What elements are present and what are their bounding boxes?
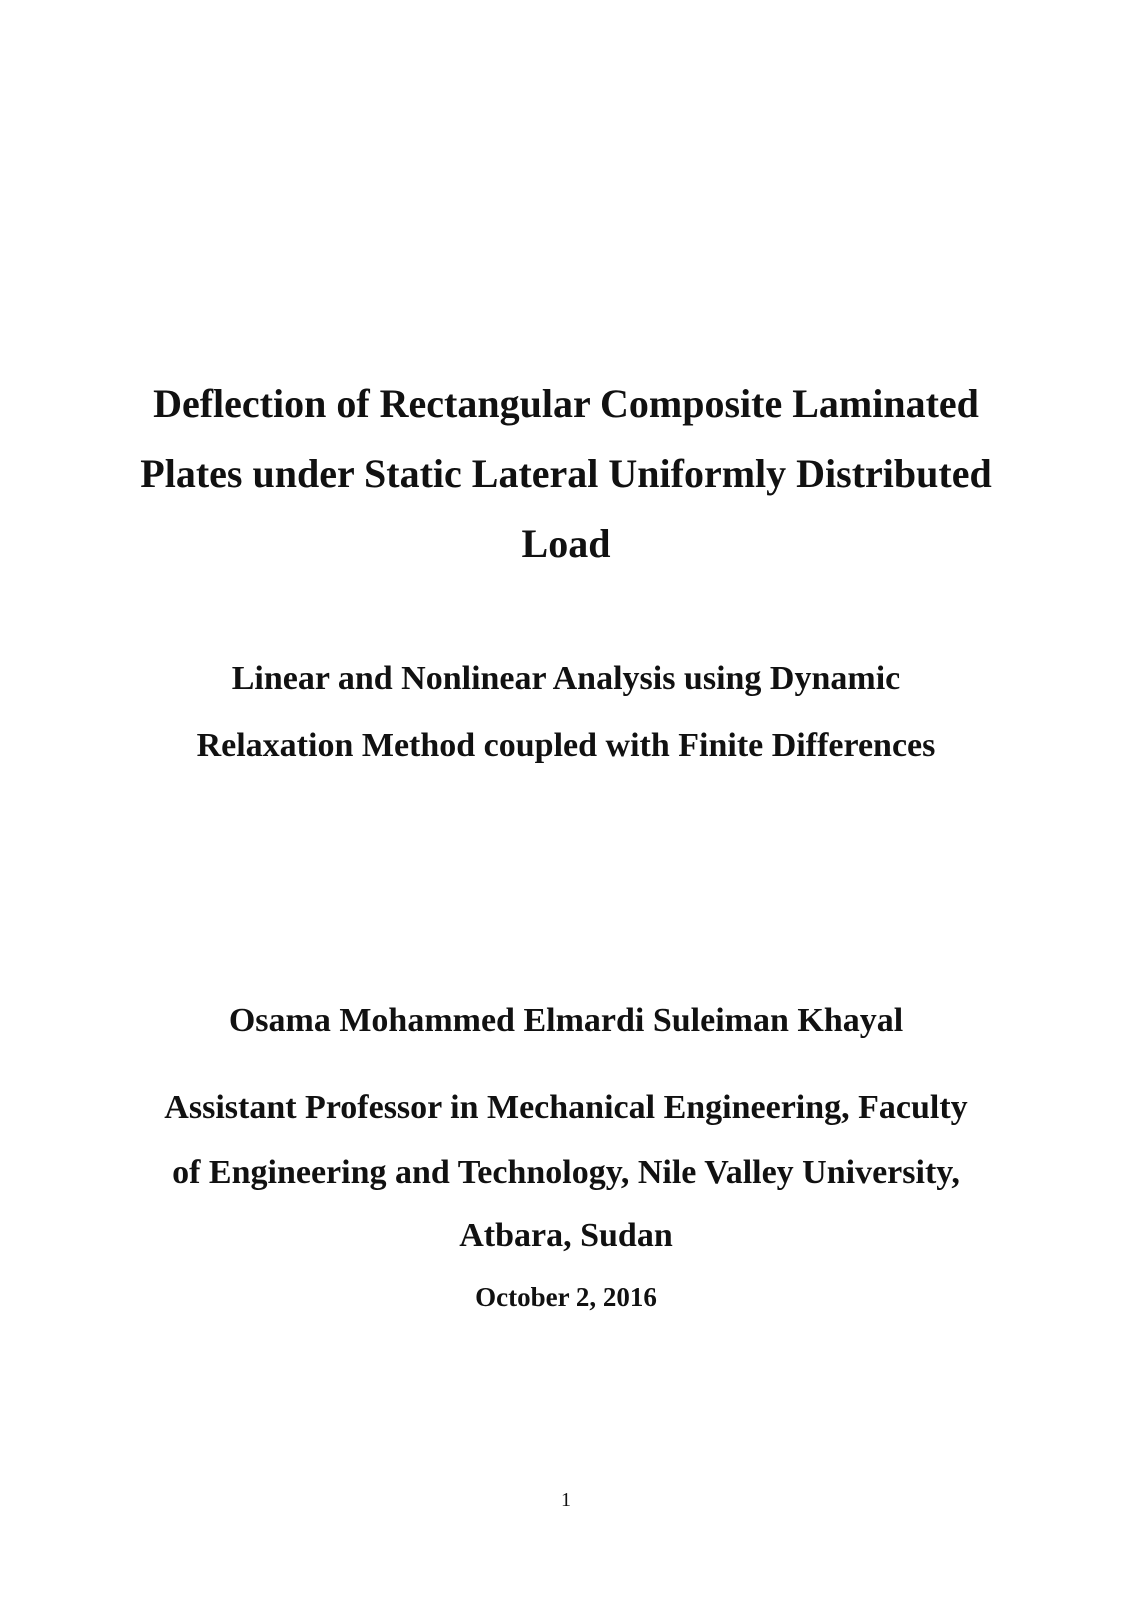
- page-number: 1: [561, 1489, 571, 1511]
- title-line-2: Plates under Static Lateral Uniformly Distributed: [140, 451, 992, 496]
- affiliation-line-1: Assistant Professor in Mechanical Engineering, Faculty: [164, 1089, 968, 1126]
- author-name: Osama Mohammed Elmardi Suleiman Khayal: [228, 1002, 904, 1039]
- title-line-1: Deflection of Rectangular Composite Laminated: [153, 381, 979, 426]
- title-line-3: Load: [521, 521, 611, 566]
- affiliation-line-3: Atbara, Sudan: [459, 1217, 673, 1254]
- subtitle-line-1: Linear and Nonlinear Analysis using Dynamic: [231, 660, 901, 697]
- subtitle-line-2: Relaxation Method coupled with Finite Differences: [196, 727, 936, 764]
- affiliation-line-2: of Engineering and Technology, Nile Valley University,: [172, 1154, 960, 1191]
- publication-date: October 2, 2016: [475, 1282, 657, 1312]
